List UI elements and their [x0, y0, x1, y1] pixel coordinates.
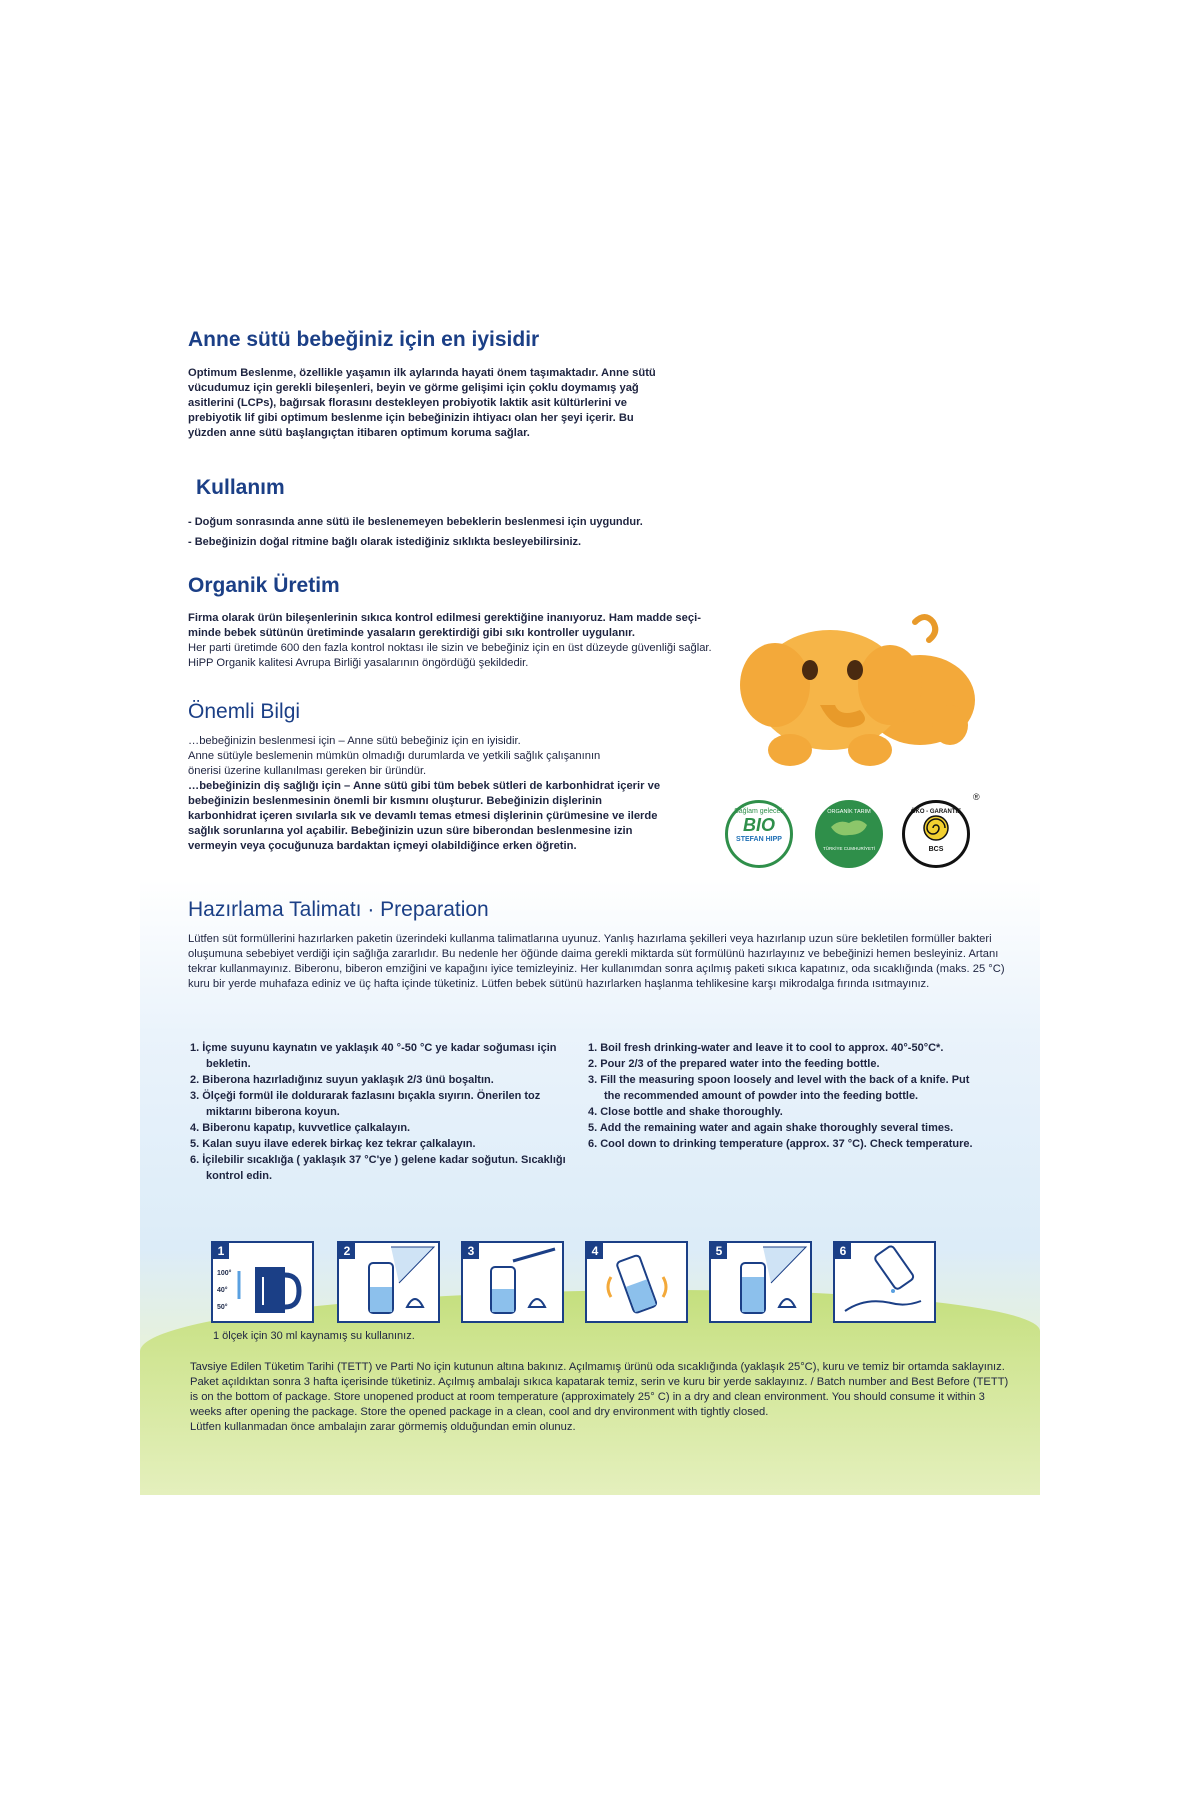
bio-badge	[725, 800, 793, 868]
step-illustration-5	[709, 1241, 812, 1323]
step-en: 6. Cool down to drinking temperature (approx. 37 °C). Check temperature.	[588, 1138, 973, 1150]
organic-badge	[815, 800, 883, 868]
step-en: 1. Boil fresh drinking-water and leave it to cool to approx. 40°-50°C*.	[588, 1042, 944, 1054]
section-important	[188, 700, 668, 854]
step-number: 1	[213, 1243, 229, 1259]
step-en: 2. Pour 2/3 of the prepared water into the feeding bottle.	[588, 1058, 880, 1070]
powder-note: 1 ölçek için 30 ml kaynamış su kullanınız.	[213, 1330, 415, 1342]
step-illustration-4	[585, 1241, 688, 1323]
step-number: 5	[711, 1243, 727, 1259]
organic-badge-top: ORGANİK TARIM	[827, 809, 871, 815]
step-tr: 1. İçme suyunu kaynatın ve yaklaşık 40 °-50 °C ye kadar soğuması için bekletin.	[190, 1042, 557, 1070]
important-para1-line3: önerisi üzerine kullanılması gereken bir üründür.	[188, 765, 427, 777]
important-para2	[188, 779, 668, 854]
section-title-preparation: Hazırlama Talimatı · Preparation	[188, 898, 489, 921]
section-title-breastmilk: Anne sütü bebeğiniz için en iyisidir	[188, 328, 540, 351]
usage-item: - Bebeğinizin doğal ritmine bağlı olarak istediğiniz sıklıkta besleyebilirsiniz.	[188, 532, 1038, 552]
step-illustration-1	[211, 1241, 314, 1323]
step-illustration-3	[461, 1241, 564, 1323]
step-illustration-6	[833, 1241, 936, 1323]
organic-badge-bottom: TÜRKİYE CUMHURİYETİ	[822, 846, 875, 851]
important-para2-rest: Anne sütü gibi tüm bebek sütleri de karbonhidrat içerir ve bebeğinizin beslenmesinin önemli bir kısmını oluşturur. Bebeğinizin dişlerinin karbonhidrat içeren sıvılarla sık ve devamlı temas etmesi dişlerinin çürümesine ve ilerde sağlık sorunlarına yol açabilir. Bebeğinizin uzun süre biberondan beslenmesine izin vermeyin veya çocuğunuza bardaktan içmeyi olabildiğince erken öğretin.	[188, 780, 661, 852]
step-tr: 3. Ölçeği formül ile doldurarak fazlasını bıçakla sıyırın. Önerilen toz miktarını biberona koyun.	[190, 1090, 541, 1118]
storage-warning: Lütfen kullanmadan önce ambalajın zarar görmemiş olduğundan emin olunuz.	[190, 1421, 576, 1433]
bio-badge-top: Sağlam gelecek	[734, 808, 784, 815]
section-usage	[188, 476, 1038, 552]
important-para1-line2: Anne sütüyle beslemenin mümkün olmadığı durumlarda ve yetkili sağlık çalışanının	[188, 750, 601, 762]
step-tr: 6. İçilebilir sıcaklığa ( yaklaşık 37 °C'ye ) gelene kadar soğutun. Sıcaklığı kontrol edin.	[190, 1154, 566, 1182]
organic-line: minde bebek sütünün üretiminde yasaların gerektirdiği gibi sıkı kontroller uygulanır.	[188, 627, 635, 639]
storage-text: Tavsiye Edilen Tüketim Tarihi (TETT) ve Parti No için kutunun altına bakınız. Açılmamış ürünü oda sıcaklığında (yaklaşık 25°C), kuru ve temiz bir ortamda saklayınız. Paket açıldıktan sonra 3 hafta içerisinde tüketiniz. Açılmış ambalajı sıkıca kapatarak temiz, serin ve kuru bir yerde saklayınız. / Batch number and Best Before (TETT) is on the bottom of package. Store unopened product at room temperature (approximately 25° C) in a dry and clean environment. You should consume it within 3 weeks after opening the package. Store the opened package in a clean, cool and dry environment with tightly closed.	[190, 1361, 1009, 1418]
step-number: 4	[587, 1243, 603, 1259]
bio-badge-bottom: STEFAN HIPP	[736, 836, 782, 843]
organic-line: HiPP Organik kalitesi Avrupa Birliği yasalarının öngördüğü şekildedir.	[188, 657, 529, 669]
step-tr: 5. Kalan suyu ilave ederek birkaç kez tekrar çalkalayın.	[190, 1138, 476, 1150]
section-body-breastmilk: Optimum Beslenme, özellikle yaşamın ilk aylarında hayati önem taşımaktadır. Anne sütü vücudumuz için gerekli bileşenleri, beyin ve görme gelişimi için çoklu doymamış yağ asitlerini (LCPs), bağırsak florasını destekleyen probiyotik laktik asit kültürlerini ve prebiyotik lif gibi optimum beslenme için bebeğinizin ihtiyacı olan her şeyi içerir. Bu yüzden anne sütü başlangıçtan itibaren optimum koruma sağlar.	[188, 367, 656, 439]
step-tr: 4. Biberonu kapatıp, kuvvetlice çalkalayın.	[190, 1122, 411, 1134]
elephant-mascot-icon	[720, 610, 980, 790]
bcs-label: BCS	[928, 846, 944, 853]
section-title-important: Önemli Bilgi	[188, 700, 301, 723]
storage-footer	[190, 1360, 1010, 1435]
kettle-temp: 40°	[217, 1287, 228, 1294]
important-para1-rest: – Anne sütü bebeğiniz için en iyisidir.	[335, 735, 521, 747]
organic-line: Her parti üretimde 600 den fazla kontrol noktası ile sizin ve bebeğiniz için en üst düzeyde güvenliği sağlar.	[188, 642, 712, 654]
bio-badge-label: BIO	[742, 815, 775, 835]
shake-bottle-icon	[587, 1243, 686, 1321]
oko-badge	[902, 800, 970, 868]
turkey-map-icon	[829, 815, 869, 841]
add-water-icon	[711, 1243, 810, 1321]
step-number: 3	[463, 1243, 479, 1259]
step-number: 2	[339, 1243, 355, 1259]
step-illustration-2	[337, 1241, 440, 1323]
kettle-temp: 100°	[217, 1270, 232, 1277]
step-en: 3. Fill the measuring spoon loosely and level with the back of a knife. Put the recommended amount of powder into the feeding bottle.	[588, 1074, 970, 1102]
section-title-usage: Kullanım	[196, 476, 285, 499]
spiral-icon	[923, 815, 949, 841]
organic-line: Firma olarak ürün bileşenlerinin sıkıca kontrol edilmesi gerektiğine inanıyoruz. Ham madde seçi-	[188, 612, 701, 624]
step-number: 6	[835, 1243, 851, 1259]
pour-water-icon	[339, 1243, 438, 1321]
steps-turkish	[190, 1040, 585, 1184]
important-para1	[188, 734, 668, 749]
check-temperature-icon	[835, 1243, 934, 1321]
kettle-temp: 50°	[217, 1304, 228, 1311]
important-para1-lead: …bebeğinizin beslenmesi için	[188, 735, 336, 747]
registered-mark: ®	[973, 792, 980, 802]
measuring-spoon-icon	[463, 1243, 562, 1321]
section-title-organic: Organik Üretim	[188, 574, 340, 597]
kettle-icon	[213, 1243, 312, 1321]
step-tr: 2. Biberona hazırladığınız suyun yaklaşık 2/3 ünü boşaltın.	[190, 1074, 494, 1086]
oko-badge-label: ÖKO - GARANTIE	[910, 809, 962, 815]
usage-list	[188, 512, 1038, 552]
step-en: 4. Close bottle and shake thoroughly.	[588, 1106, 783, 1118]
section-preparation	[188, 898, 1038, 992]
steps-english	[588, 1040, 988, 1152]
section-breastmilk	[188, 328, 1038, 441]
usage-item: - Doğum sonrasında anne sütü ile beslenemeyen bebeklerin beslenmesi için uygundur.	[188, 512, 1038, 532]
preparation-intro: Lütfen süt formüllerini hazırlarken paketin üzerindeki kullanma talimatlarına uyunuz. Yanlış hazırlama şekilleri veya hazırlanıp uzun süre bekletilen formüller bakteri oluşumuna sebebiyet verdiği için sağlığa zararlıdır. Bu nedenle her öğünde daima gerekli miktarda süt formülünü hazırlayınız ve bebeğinizi hemen besleyiniz. Artanı tekrar kullanmayınız. Biberonu, biberon emziğini ve kapağını iyice temizleyiniz. Her kullanımdan sonra açılmış paketi sıkıca kapatınız, oda sıcaklığında (maks. 25 °C) kuru bir yerde muhafaza ediniz ve üç hafta içinde tüketiniz. Lütfen bebek sütünü hazırlarken haşlanma tehlikesine karşı mikrodalga fırında ısıtmayınız.	[188, 933, 1005, 990]
step-en: 5. Add the remaining water and again shake thoroughly several times.	[588, 1122, 954, 1134]
important-para2-lead: …bebeğinizin diş sağlığı için –	[188, 780, 351, 792]
